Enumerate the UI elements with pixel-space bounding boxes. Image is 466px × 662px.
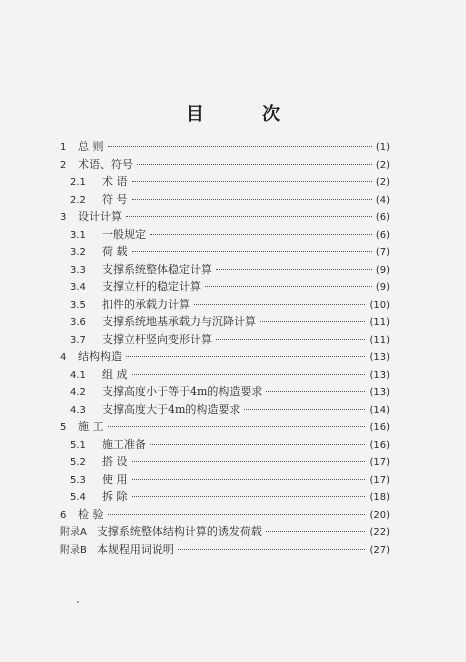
toc-page-number: (2)	[375, 177, 390, 188]
toc-title: 荷 载	[102, 245, 128, 258]
toc-page-number: (16)	[369, 422, 390, 433]
toc-page-number: (13)	[369, 387, 390, 398]
toc-number: 5.1	[70, 439, 86, 451]
toc-entry[interactable]	[60, 418, 390, 436]
toc-entry[interactable]	[60, 243, 390, 261]
dot-leader	[126, 216, 372, 217]
dot-leader	[216, 269, 372, 270]
toc-title: 支撑系统整体结构计算的诱发荷载	[96, 525, 262, 538]
toc-page-number: (20)	[369, 509, 390, 521]
toc-number: 3.1	[70, 229, 86, 241]
table-of-contents	[60, 138, 390, 558]
toc-page-number: (11)	[369, 317, 390, 328]
dot-leader	[132, 479, 366, 480]
toc-title: 设计计算	[78, 210, 122, 223]
toc-page-number: (17)	[369, 457, 390, 468]
toc-entry[interactable]	[60, 401, 390, 419]
dot-leader	[132, 461, 366, 462]
toc-entry[interactable]	[60, 191, 390, 209]
toc-page-number: (6)	[375, 212, 390, 223]
toc-number: 5	[60, 422, 67, 433]
toc-page-number: (18)	[369, 492, 390, 503]
dot-leader	[137, 164, 372, 165]
toc-entry[interactable]	[60, 138, 390, 156]
toc-entry[interactable]	[60, 471, 390, 489]
toc-page-number: (1)	[375, 142, 390, 153]
dot-leader	[150, 234, 372, 235]
toc-title: 符 号	[102, 192, 128, 206]
toc-number: 4.3	[70, 404, 86, 416]
dot-leader	[108, 146, 372, 147]
toc-page-number: (16)	[369, 439, 390, 451]
dot-leader	[132, 199, 372, 200]
dot-leader	[132, 374, 366, 375]
toc-title: 支撑高度小于等于4m的构造要求	[102, 385, 263, 398]
toc-number: 附录A	[60, 527, 87, 538]
toc-page-number: (9)	[375, 282, 390, 293]
toc-entry[interactable]	[60, 208, 390, 226]
toc-entry[interactable]	[60, 173, 390, 191]
toc-page-number: (14)	[369, 404, 390, 416]
toc-entry[interactable]	[60, 366, 390, 384]
toc-title: 本规程用词说明	[96, 542, 174, 556]
toc-number: 5.4	[70, 492, 86, 503]
toc-title: 支撑立杆竖向变形计算	[102, 332, 212, 346]
dot-leader	[266, 391, 365, 392]
toc-title: 术语、符号	[78, 157, 133, 171]
toc-page-number: (17)	[369, 474, 390, 486]
toc-number: 4.1	[70, 369, 86, 381]
toc-page-number: (10)	[369, 299, 390, 311]
toc-entry[interactable]	[60, 436, 390, 454]
toc-number: 2.1	[70, 177, 86, 188]
toc-entry[interactable]	[60, 331, 390, 349]
dot-leader	[178, 549, 366, 550]
toc-title: 检 验	[78, 507, 104, 521]
toc-entry[interactable]	[60, 453, 390, 471]
toc-title: 支撑系统整体稳定计算	[102, 262, 212, 276]
toc-title: 一般规定	[102, 227, 146, 241]
toc-page-number: (4)	[375, 194, 390, 206]
toc-number: 2	[60, 159, 67, 171]
toc-title: 施 工	[78, 420, 104, 433]
toc-number: 5.2	[70, 457, 86, 468]
toc-title: 搭 设	[102, 455, 128, 468]
dot-leader	[244, 409, 365, 410]
toc-entry[interactable]	[60, 383, 390, 401]
toc-number: 3.6	[70, 317, 86, 328]
toc-number: 3.5	[70, 299, 86, 311]
toc-number: 附录B	[60, 544, 87, 556]
page-speck	[77, 601, 79, 603]
toc-number: 4	[60, 352, 67, 363]
toc-number: 1	[60, 142, 67, 153]
toc-entry[interactable]	[60, 226, 390, 244]
toc-number: 3	[60, 212, 67, 223]
page-title: 目 次	[185, 104, 307, 125]
dot-leader	[126, 356, 365, 357]
toc-page-number: (13)	[369, 369, 390, 381]
toc-title: 支撑系统地基承载力与沉降计算	[102, 315, 256, 328]
toc-title: 组 成	[102, 367, 128, 381]
dot-leader	[266, 531, 366, 532]
toc-entry-appendix[interactable]	[60, 523, 390, 541]
toc-entry[interactable]	[60, 488, 390, 506]
toc-number: 3.2	[70, 247, 86, 258]
toc-title: 术 语	[102, 175, 128, 188]
toc-entry-appendix[interactable]	[60, 541, 390, 559]
dot-leader	[132, 181, 372, 182]
toc-entry[interactable]	[60, 156, 390, 174]
toc-page-number: (13)	[369, 352, 390, 363]
toc-number: 4.2	[70, 387, 86, 398]
toc-page-number: (11)	[369, 334, 390, 346]
dot-leader	[108, 514, 366, 515]
toc-number: 3.3	[70, 264, 86, 276]
dot-leader	[132, 251, 372, 252]
toc-title: 支撑立杆的稳定计算	[102, 280, 201, 293]
toc-entry[interactable]	[60, 348, 390, 366]
toc-title: 拆 除	[102, 490, 128, 503]
toc-page-number: (2)	[375, 159, 390, 171]
toc-number: 5.3	[70, 474, 86, 486]
toc-number: 3.7	[70, 334, 86, 346]
dot-leader	[194, 304, 365, 305]
toc-entry[interactable]	[60, 261, 390, 279]
toc-page-number: (7)	[375, 247, 390, 258]
toc-entry[interactable]	[60, 278, 390, 296]
dot-leader	[150, 444, 365, 445]
toc-page-number: (6)	[375, 229, 390, 241]
dot-leader	[260, 321, 365, 322]
toc-title: 使 用	[102, 472, 128, 486]
dot-leader	[132, 496, 366, 497]
toc-entry[interactable]	[60, 506, 390, 524]
dot-leader	[108, 426, 366, 427]
toc-entry[interactable]	[60, 313, 390, 331]
toc-page-number: (9)	[375, 264, 390, 276]
toc-number: 3.4	[70, 282, 86, 293]
toc-page-number: (27)	[369, 544, 390, 556]
toc-title: 支撑高度大于4m的构造要求	[102, 402, 241, 416]
toc-title: 结构构造	[78, 350, 122, 363]
toc-entry[interactable]	[60, 296, 390, 314]
dot-leader	[216, 339, 365, 340]
toc-number: 6	[60, 509, 67, 521]
dot-leader	[205, 286, 372, 287]
toc-page-number: (22)	[369, 527, 390, 538]
toc-title: 扣件的承载力计算	[102, 297, 190, 311]
toc-number: 2.2	[70, 194, 86, 206]
toc-title: 施工准备	[102, 437, 146, 451]
toc-title: 总 则	[78, 140, 104, 153]
